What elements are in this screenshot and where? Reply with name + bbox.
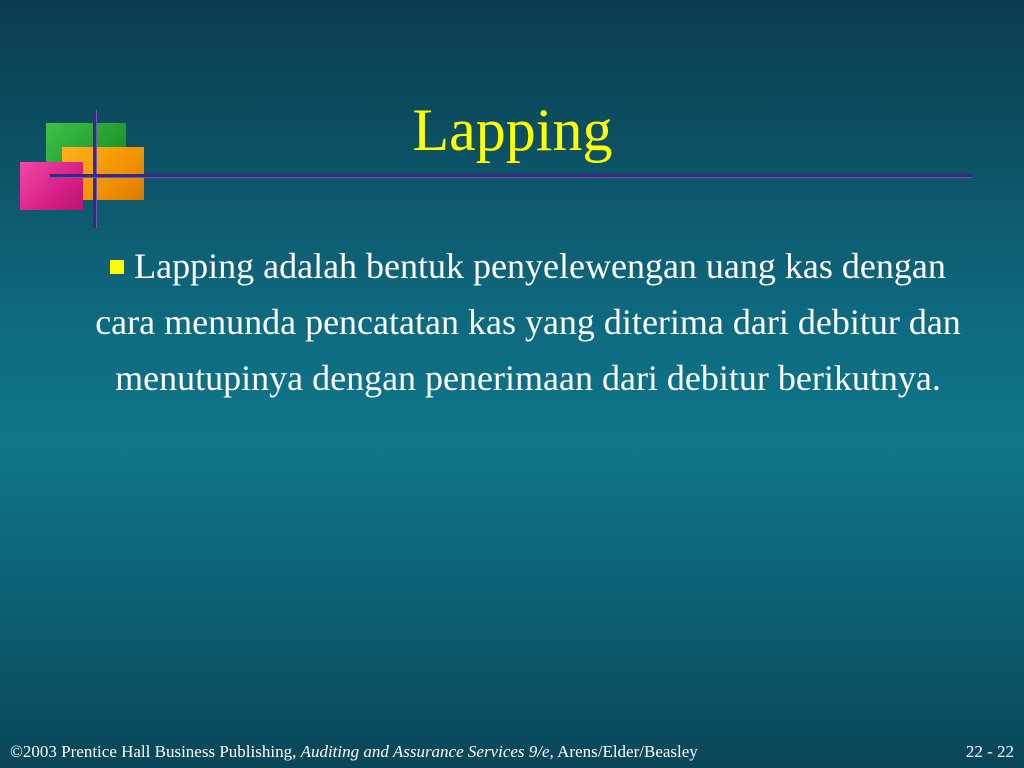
title-underline-rule	[50, 174, 972, 178]
page-number: 22 - 22	[965, 742, 1014, 761]
footer-copyright: ©2003 Prentice Hall Business Publishing,	[10, 742, 301, 761]
slide-title: Lapping	[412, 97, 613, 163]
magenta-square-decoration	[20, 162, 83, 210]
footer	[10, 742, 1014, 762]
bullet-item	[86, 238, 970, 406]
footer-book-title: Auditing and Assurance Services 9/e,	[300, 742, 554, 761]
bullet-text: Lapping adalah bentuk penyelewengan uang kas dengan cara menunda pencatatan kas yang diterima dari debitur dan menutupinya dengan penerimaan dari debitur berikutnya.	[95, 246, 961, 398]
footer-credit	[10, 742, 698, 762]
square-bullet-icon	[110, 260, 124, 274]
footer-authors: Arens/Elder/Beasley	[553, 742, 698, 761]
